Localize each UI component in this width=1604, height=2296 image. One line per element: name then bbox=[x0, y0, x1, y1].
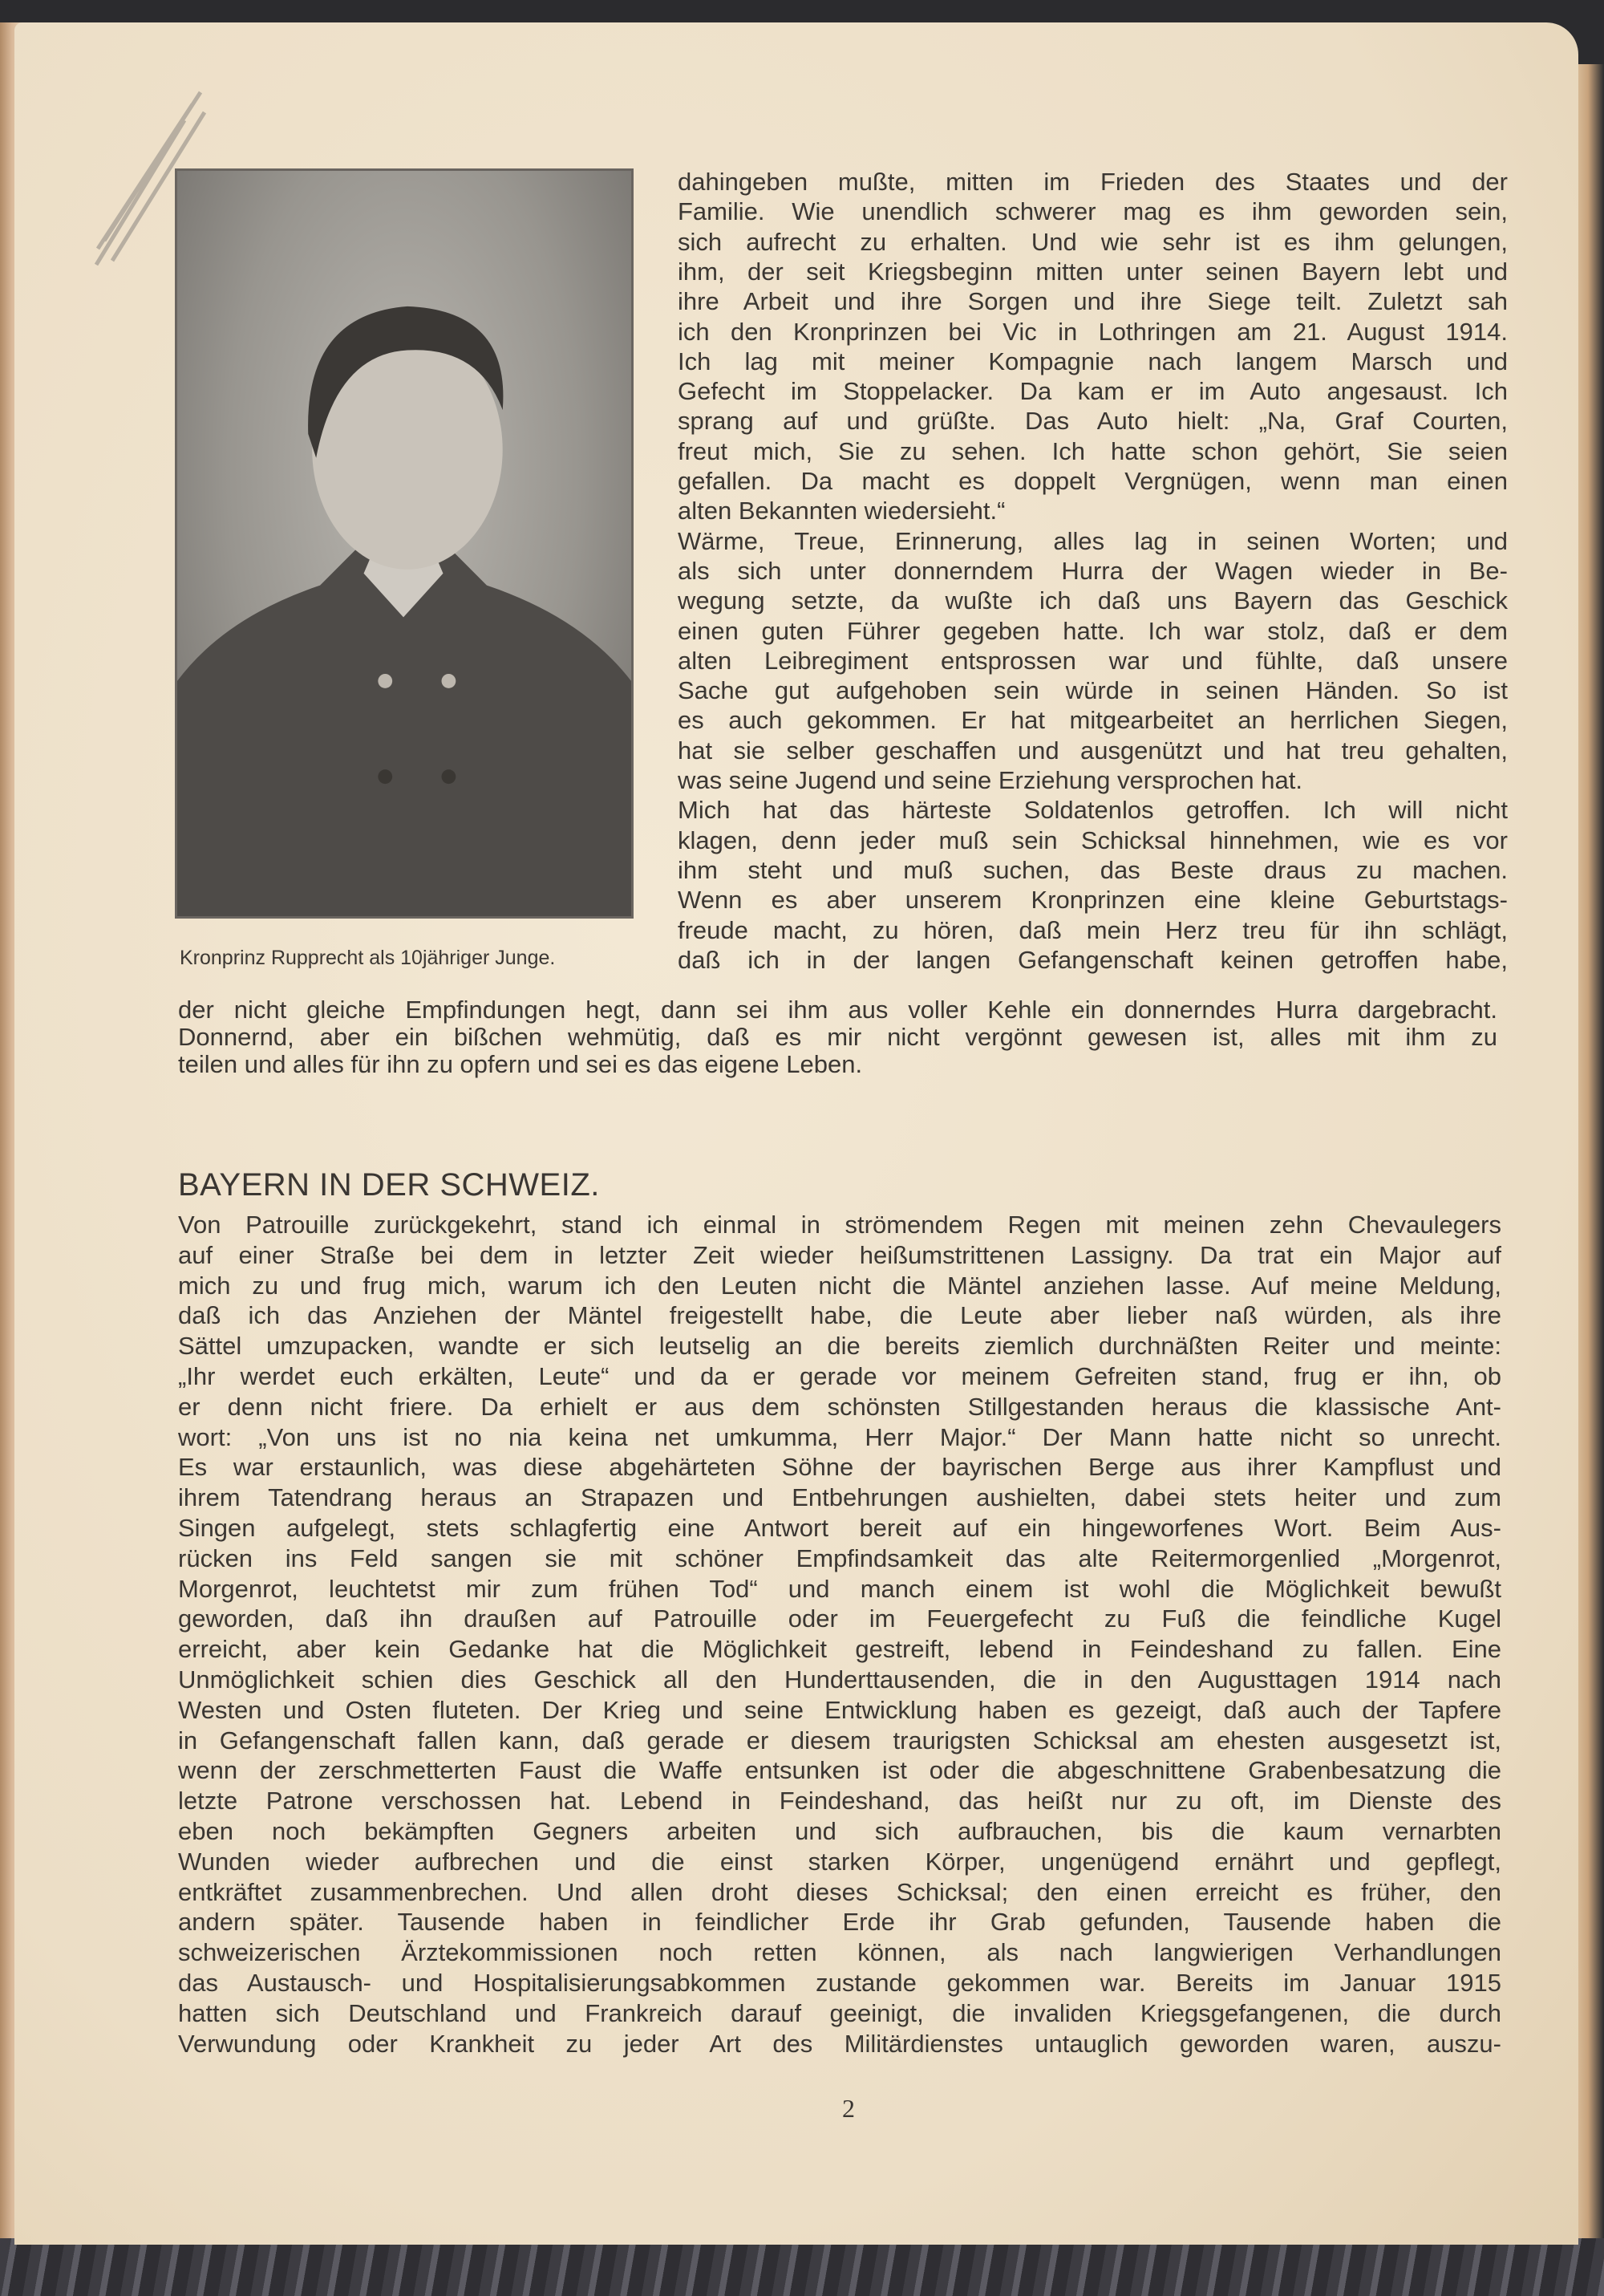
text-line: Wenn es aber unserem Kronprinzen eine kleine Geburtstags- bbox=[678, 886, 1508, 915]
text-line: wenn der zerschmetterten Faust die Waffe entsunken ist oder die abgeschnittene Grabenbesatzung die bbox=[178, 1756, 1501, 1785]
section-heading: BAYERN IN DER SCHWEIZ. bbox=[178, 1167, 600, 1203]
text-line: hatten sich Deutschland und Frankreich darauf geeinigt, die invaliden Kriegsgefangenen, die durch bbox=[178, 1998, 1501, 2027]
text-line: eben noch bekämpften Gegners arbeiten und sich aufbrauchen, bis die kaum vernarbten bbox=[178, 1817, 1501, 1845]
text-line: Donnernd, aber ein bißchen wehmütig, daß es mir nicht vergönnt gewesen ist, alles mit ihm zu bbox=[178, 1023, 1497, 1051]
text-line: ihre Arbeit und ihre Sorgen und ihre Siege teilt. Zuletzt sah bbox=[678, 287, 1508, 316]
text-line: was seine Jugend und seine Erziehung versprochen hat. bbox=[678, 766, 1302, 794]
text-line: teilen und alles für ihn zu opfern und sei es das eigene Leben. bbox=[178, 1050, 863, 1078]
text-line: Ich lag mit meiner Kompagnie nach langem Marsch und bbox=[678, 347, 1508, 375]
text-line: er denn nicht friere. Da erhielt er aus dem schönsten Stillgestanden heraus die klassische Ant- bbox=[178, 1392, 1501, 1421]
text-line: erreicht, aber kein Gedanke hat die Möglichkeit gestreift, lebend in Feindeshand zu fallen. Eine bbox=[178, 1635, 1501, 1664]
text-line: letzte Patrone verschossen hat. Lebend in Feindeshand, das heißt nur zu oft, im Dienste des bbox=[178, 1787, 1501, 1815]
text-line: entkräftet zusammenbrechen. Und allen droht dieses Schicksal; den einen erreicht es früher, den bbox=[178, 1877, 1501, 1906]
text-line: Wunden wieder aufbrechen und die einst starken Körper, ungenügend ernährt und gepflegt, bbox=[178, 1847, 1501, 1876]
text-line: wegung setzte, da wußte ich daß uns Bayern das Geschick bbox=[678, 586, 1508, 615]
text-line: Singen aufgelegt, stets schlagfertig eine Antwort bereit auf ein hingeworfenes Wort. Beim Aus- bbox=[178, 1514, 1501, 1542]
text-line: Von Patrouille zurückgekehrt, stand ich einmal in strömendem Regen mit meinen zehn Chevaulegers bbox=[178, 1211, 1501, 1239]
text-line: der nicht gleiche Empfindungen hegt, dann sei ihm aus voller Kehle ein donnerndes Hurra dargebracht. bbox=[178, 996, 1497, 1024]
text-line: als sich unter donnerndem Hurra der Wagen wieder in Be- bbox=[678, 556, 1508, 585]
text-line: einen guten Führer gegeben hatte. Ich war stolz, daß er dem bbox=[678, 616, 1508, 645]
text-line: gefallen. Da macht es doppelt Vergnügen, wenn man einen bbox=[678, 467, 1508, 495]
text-line: Unmöglichkeit schien dies Geschick all den Hunderttausenden, die in den Augusttagen 1914 nach bbox=[178, 1665, 1501, 1694]
text-line: ihrem Tatendrang heraus an Strapazen und Entbehrungen aushielten, dabei stets heiter und zum bbox=[178, 1483, 1501, 1512]
text-line: freut mich, Sie zu sehen. Ich hatte schon gehört, Sie seien bbox=[678, 436, 1508, 465]
text-line: Mich hat das härteste Soldatenlos getroffen. Ich will nicht bbox=[678, 796, 1508, 825]
text-line: alten Bekannten wiedersieht.“ bbox=[678, 497, 1006, 525]
text-line: wort: „Von uns ist no nia keina net umkumma, Herr Major.“ Der Mann hatte nicht so unrecht. bbox=[178, 1422, 1501, 1451]
text-line: auf einer Straße bei dem in letzter Zeit wieder heißumstrittenen Lassigny. Da trat ein Major auf bbox=[178, 1240, 1501, 1269]
text-line: Wärme, Treue, Erinnerung, alles lag in seinen Worten; und bbox=[678, 526, 1508, 555]
text-line: rücken ins Feld sangen sie mit schöner Empfindsamkeit das alte Reitermorgenlied „Morgenrot, bbox=[178, 1544, 1501, 1572]
text-line: freude macht, zu hören, daß mein Herz treu für ihn schlägt, bbox=[678, 915, 1508, 944]
text-line: ich den Kronprinzen bei Vic in Lothringen am 21. August 1914. bbox=[678, 317, 1508, 346]
text-line: schweizerischen Ärztekommissionen noch retten können, als nach langwierigen Verhandlungen bbox=[178, 1938, 1501, 1967]
text-line: Verwundung oder Krankheit zu jeder Art des Militärdienstes untauglich geworden waren, auszu- bbox=[178, 2029, 1501, 2058]
text-line: Gefecht im Stoppelacker. Da kam er im Auto angesaust. Ich bbox=[678, 377, 1508, 406]
text-line: Morgenrot, leuchtetst mir zum frühen Tod“ und manch einem ist wohl die Möglichkeit bewußt bbox=[178, 1574, 1501, 1603]
text-line: „Ihr werdet euch erkälten, Leute“ und da er gerade vor meinem Gefreiten stand, frug er ihn, ob bbox=[178, 1362, 1501, 1390]
text-line: ihm steht und muß suchen, das Beste draus zu machen. bbox=[678, 855, 1508, 884]
text-line: andern später. Tausende haben in feindlicher Erde ihr Grab gefunden, Tausende haben die bbox=[178, 1908, 1501, 1937]
text-line: Sättel umzupacken, wandte er sich leutselig an die bereits ziemlich durchnäßten Reiter und meinte: bbox=[178, 1332, 1501, 1361]
text-line: klagen, denn jeder muß sein Schicksal hinnehmen, wie es vor bbox=[678, 826, 1508, 854]
book-cover-edge bbox=[0, 2238, 1604, 2296]
text-line: alten Leibregiment entsprossen war und fühlte, daß unsere bbox=[678, 646, 1508, 675]
text-line: sich aufrecht zu erhalten. Und wie sehr ist es ihm gelungen, bbox=[678, 227, 1508, 256]
text-line: geworden, daß ihn draußen auf Patrouille oder im Feuergefecht zu Fuß die feindliche Kugel bbox=[178, 1604, 1501, 1633]
text-line: Westen und Osten fluteten. Der Krieg und seine Entwicklung haben es gezeigt, daß auch der Tapfere bbox=[178, 1695, 1501, 1724]
text-line: es auch gekommen. Er hat mitgearbeitet an herrlichen Siegen, bbox=[678, 706, 1508, 735]
text-line: Sache gut aufgehoben sein würde in seinen Händen. So ist bbox=[678, 676, 1508, 705]
text-line: daß ich das Anziehen der Mäntel freigestellt habe, die Leute aber lieber naß würden, als ihre bbox=[178, 1301, 1501, 1330]
text-line: in Gefangenschaft fallen kann, daß gerade er diesem traurigsten Schicksal am ehesten ausgesetzt ist, bbox=[178, 1726, 1501, 1754]
text-line: dahingeben mußte, mitten im Frieden des Staates und der bbox=[678, 168, 1508, 196]
text-line: Es war erstaunlich, was diese abgehärteten Söhne der bayrischen Berge aus ihrer Kampflust und bbox=[178, 1453, 1501, 1482]
portrait-photo bbox=[175, 168, 634, 919]
text-line: Familie. Wie unendlich schwerer mag es ihm geworden sein, bbox=[678, 197, 1508, 226]
page-number: 2 bbox=[842, 2094, 855, 2123]
photo-caption: Kronprinz Rupprecht als 10jähriger Junge. bbox=[180, 947, 556, 969]
text-line: das Austausch- und Hospitalisierungsabkommen zustande gekommen war. Bereits im Januar 1915 bbox=[178, 1969, 1501, 1997]
text-line: hat sie selber geschaffen und ausgenützt und hat treu gehalten, bbox=[678, 736, 1508, 765]
text-line: mich zu und frug mich, warum ich den Leuten nicht die Mäntel anziehen lasse. Auf meine Meldung, bbox=[178, 1271, 1501, 1300]
text-line: sprang auf und grüßte. Das Auto hielt: „Na, Graf Courten, bbox=[678, 407, 1508, 436]
text-line: ihm, der seit Kriegsbeginn mitten unter seinen Bayern lebt und bbox=[678, 257, 1508, 286]
text-line: daß ich in der langen Gefangenschaft keinen getroffen habe, bbox=[678, 945, 1508, 974]
